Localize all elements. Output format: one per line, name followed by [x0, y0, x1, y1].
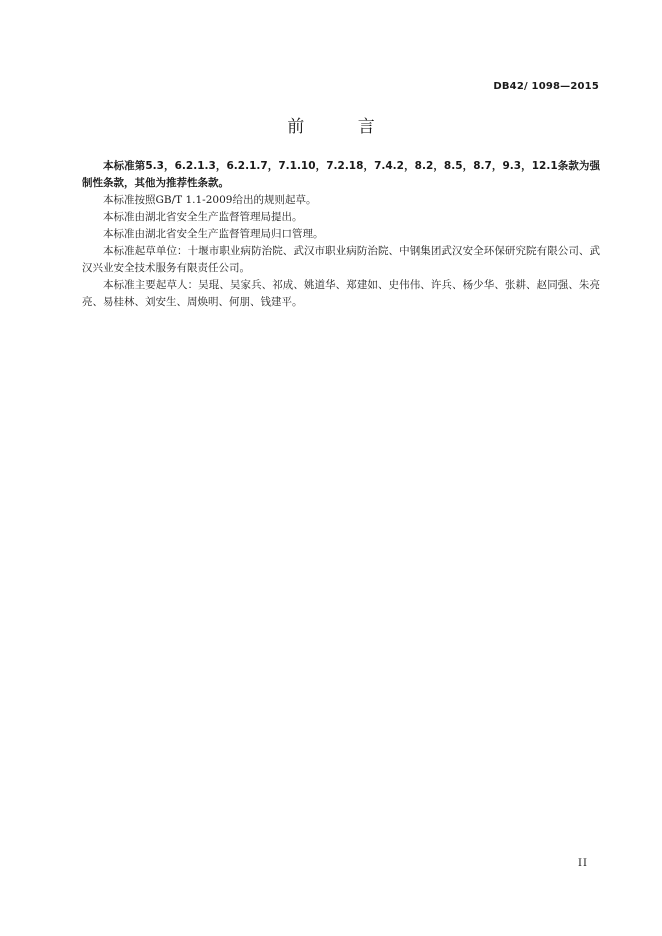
document-code: DB42/ 1098—2015: [493, 81, 599, 92]
paragraph-main-drafters: 本标准主要起草人：吴琨、吴家兵、祁成、姚道华、郑建如、史伟伟、许兵、杨少华、张耕、赵同强、朱亮亮、易桂林、刘安生、周焕明、何朋、钱建平。: [82, 279, 600, 308]
page-number: II: [578, 858, 588, 869]
paragraph-drafting-units: 本标准起草单位：十堰市职业病防治院、武汉市职业病防治院、中钢集团武汉安全环保研究院有限公司、武汉兴业安全技术服务有限责任公司。: [82, 245, 600, 274]
page-title: 前 言: [287, 117, 399, 137]
paragraph-mandatory-clauses: 本标准第5.3，6.2.1.3，6.2.1.7，7.1.10，7.2.18，7.4.2，8.2，8.5，8.7，9.3，12.1条款为强制性条款，其他为推荐性条款。: [82, 160, 600, 189]
paragraph-proposed-by: 本标准由湖北省安全生产监督管理局提出。: [103, 211, 303, 223]
paragraph-drafting-rules: 本标准按照GB/T 1.1-2009给出的规则起草。: [103, 194, 317, 206]
paragraph-managed-by: 本标准由湖北省安全生产监督管理局归口管理。: [103, 228, 324, 240]
preface-body: [82, 158, 600, 311]
